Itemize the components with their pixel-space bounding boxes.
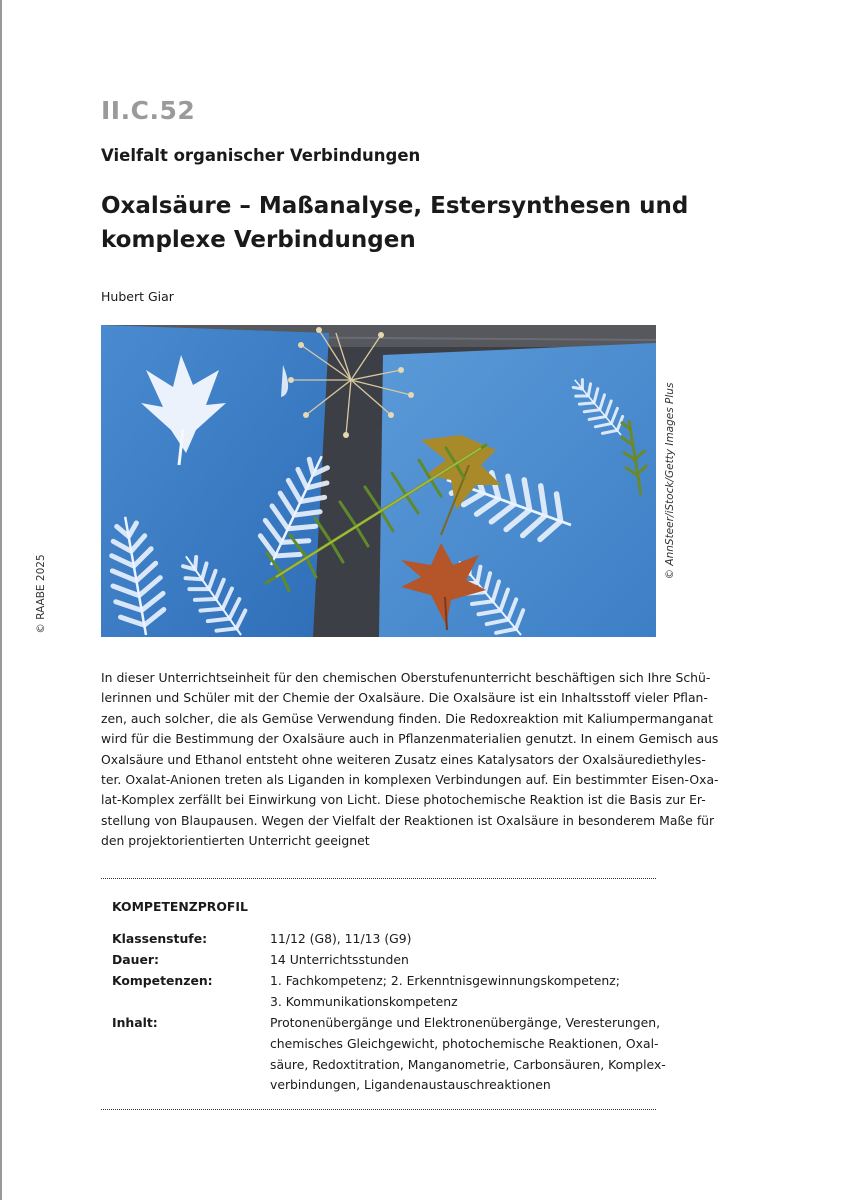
profile-value-line: 3. Kommunikationskompetenz (270, 993, 458, 1009)
profile-value-line: 1. Fachkompetenz; 2. Erkenntnisgewinnungskompetenz; (270, 973, 620, 988)
profile-value (270, 971, 650, 1013)
intro-line: Oxalsäure und Ethanol entsteht ohne weiteren Zusatz eines Katalysators der Oxalsäurediethyles- (101, 751, 706, 767)
author-name: Hubert Giar (101, 289, 174, 304)
cover-photo (101, 325, 656, 637)
title-line: komplexe Verbindungen (101, 227, 416, 253)
copyright-text: © RAABE 2025 (35, 554, 47, 634)
profile-value-line: chemisches Gleichgewicht, photochemische Reaktionen, Oxal- (270, 1035, 659, 1051)
intro-line: lat-Komplex zerfällt bei Einwirkung von Licht. Diese photochemische Reaktion ist die Basis zur Er- (101, 792, 706, 808)
profile-value (270, 1013, 666, 1096)
document-title (101, 189, 701, 257)
cyanotype-photo-illustration (101, 325, 656, 637)
profile-value-line: säure, Redoxtitration, Manganometrie, Carbonsäuren, Komplex- (270, 1056, 666, 1072)
profile-value-line: 11/12 (G8), 11/13 (G9) (270, 931, 412, 946)
profile-top-divider (101, 878, 656, 879)
intro-line: wird für die Bestimmung der Oxalsäure auch in Pflanzenmaterialien genutzt. In einem Gemisch aus (101, 731, 719, 747)
profile-label: Dauer: (112, 952, 159, 967)
intro-line: lerinnen und Schüler mit der Chemie der Oxalsäure. Die Oxalsäure ist ein Inhaltsstoff vieler Pflan- (101, 690, 708, 706)
profile-label: Inhalt: (112, 1015, 158, 1030)
unit-code: II.C.52 (101, 96, 196, 125)
profile-value-line: verbindungen, Ligandenaustauschreaktionen (270, 1077, 551, 1093)
profile-bottom-divider (101, 1109, 656, 1110)
page-left-rule (0, 0, 2, 1200)
intro-line: den projektorientierten Unterricht geeignet (101, 833, 370, 849)
profile-label: Klassenstufe: (112, 931, 208, 946)
profile-value-line: 14 Unterrichtsstunden (270, 952, 409, 967)
intro-line: stellung von Blaupausen. Wegen der Vielfalt der Reaktionen ist Oxalsäure in besonderem Maße für (101, 812, 715, 828)
profile-value (270, 929, 650, 950)
profile-heading: KOMPETENZPROFIL (112, 899, 248, 914)
profile-value-line: Protonenübergänge und Elektronenübergänge, Veresterungen, (270, 1015, 661, 1030)
intro-line: In dieser Unterrichtseinheit für den chemischen Oberstufenunterricht beschäftigen sich Ihre Schü- (101, 670, 711, 685)
title-line: Oxalsäure – Maßanalyse, Estersynthesen und (101, 193, 689, 219)
series-title: Vielfalt organischer Verbindungen (101, 146, 421, 165)
intro-paragraph (101, 668, 719, 852)
profile-label: Kompetenzen: (112, 973, 213, 988)
intro-line: ter. Oxalat-Anionen treten als Liganden in komplexen Verbindungen auf. Ein bestimmter Eisen-Oxa- (101, 772, 719, 788)
intro-line: zen, auch solcher, die als Gemüse Verwendung finden. Die Redoxreaktion mit Kaliumpermanganat (101, 710, 713, 726)
photo-credit-text: © AnnSteer/iStock/Getty Images Plus (664, 382, 676, 580)
profile-value (270, 950, 650, 971)
